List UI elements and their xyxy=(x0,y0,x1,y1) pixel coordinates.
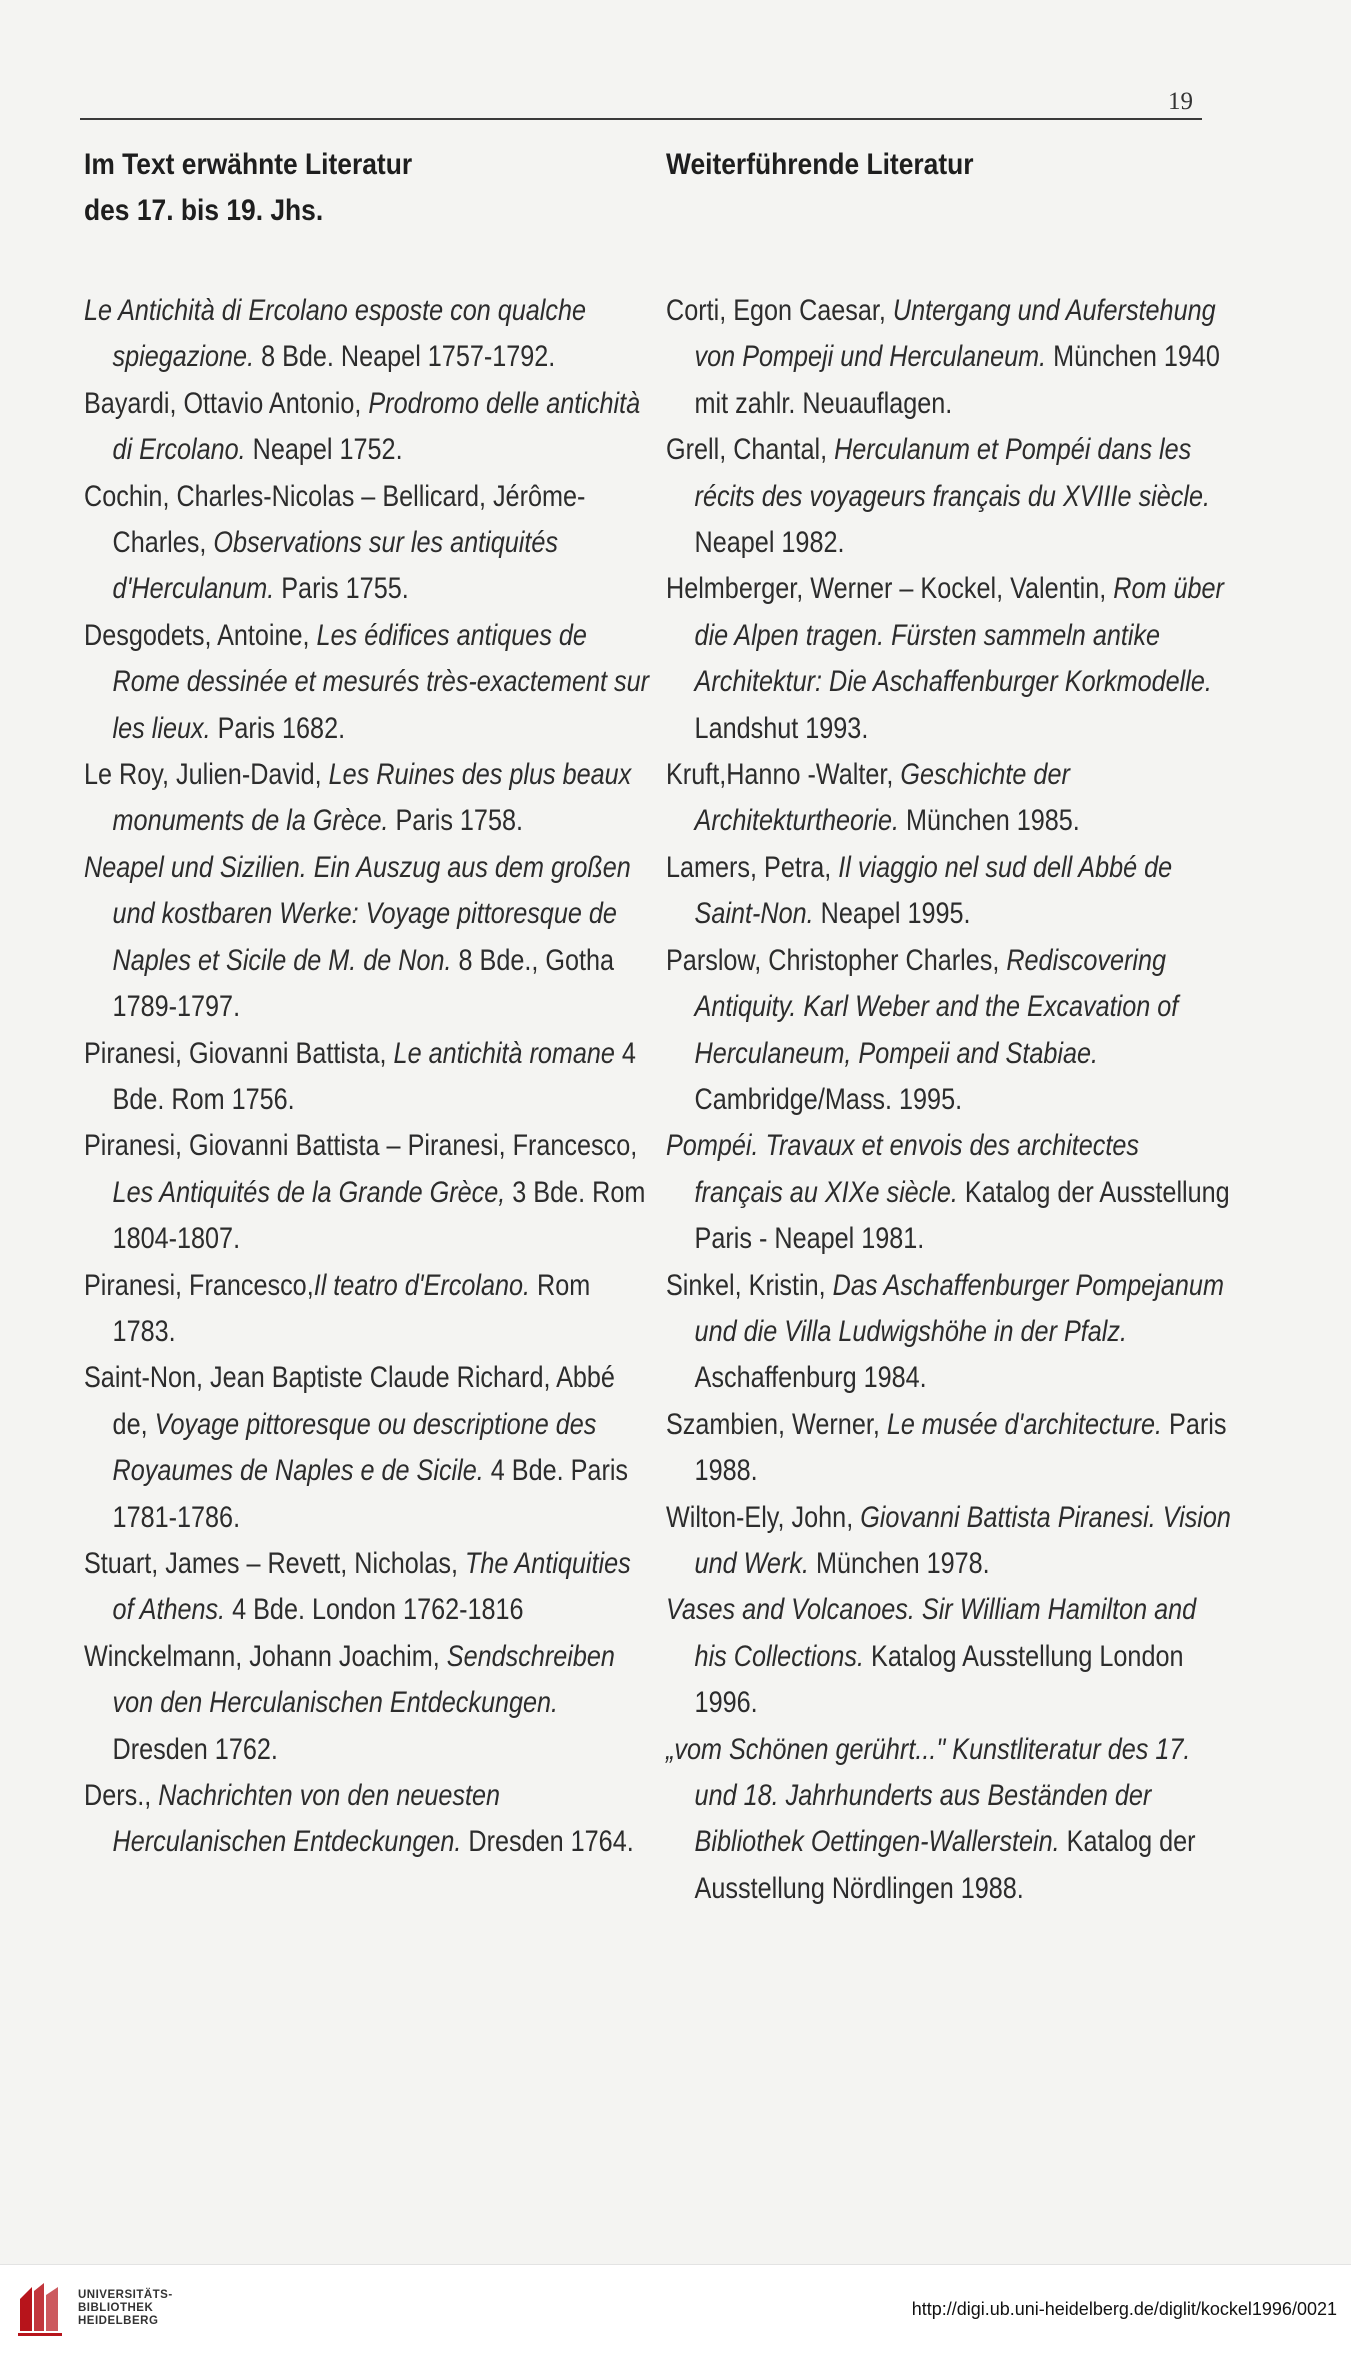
entry-title: Le antichità romane xyxy=(393,1036,615,1070)
bibliography-entry xyxy=(666,1123,1232,1262)
entry-title: Giovanni Battista Piranesi. Vision und Werk. xyxy=(694,1500,1231,1580)
bibliography-entry xyxy=(666,1402,1232,1495)
entry-title: Pompéi. Travaux et envois des architectes français au XIXe siècle. xyxy=(666,1129,1139,1209)
entry-text: 3 Bde. Rom 1804-1807. xyxy=(112,1175,646,1256)
entry-text: Helmberger, Werner – Kockel, Valentin, xyxy=(666,572,1114,606)
bibliography-entry xyxy=(666,427,1232,566)
entry-text: Kruft,Hanno -Walter, xyxy=(666,758,901,792)
entry-title: Le musée d'architecture. xyxy=(886,1407,1163,1441)
entry-text: Cochin, Charles-Nicolas – Bellicard, Jérôme-Charles, xyxy=(84,479,586,560)
entry-text: Wilton-Ely, John, xyxy=(666,1500,861,1534)
entry-text: Parslow, Christopher Charles, xyxy=(666,943,1007,977)
bibliography-entry xyxy=(84,1773,650,1866)
entry-text: Paris 1988. xyxy=(694,1407,1227,1488)
entry-title: Rom über die Alpen tragen. Fürsten sammeln antike Architektur: Die Aschaffenburger Korkmodelle. xyxy=(694,572,1224,699)
entry-title: Il viaggio nel sud dell Abbé de Saint-Non. xyxy=(694,850,1173,931)
entry-title: Prodromo delle antichità di Ercolano. xyxy=(112,386,641,467)
entry-text: Rom 1783. xyxy=(112,1268,591,1348)
bibliography-entry xyxy=(84,1263,650,1356)
entry-text: Paris 1755. xyxy=(274,572,409,606)
bibliography-entry xyxy=(84,381,650,474)
bibliography-entry xyxy=(84,1541,650,1634)
bibliography-entry xyxy=(666,1263,1232,1402)
entry-text: Paris 1758. xyxy=(388,804,523,838)
left-heading-line: des 17. bis 19. Jhs. xyxy=(84,194,324,227)
entry-title: Les édifices antiques de Rome dessinée et mesurés très-exactement sur les lieux. xyxy=(112,618,649,745)
entry-text: Katalog der Ausstellung Paris - Neapel 1981. xyxy=(694,1175,1230,1256)
entry-title: Il teatro d'Ercolano. xyxy=(313,1268,531,1302)
entry-text: München 1985. xyxy=(899,804,1080,838)
library-name-line: BIBLIOTHEK xyxy=(78,2302,154,2314)
entry-text: Winckelmann, Johann Joachim, xyxy=(84,1639,447,1673)
entry-text: Neapel 1752. xyxy=(245,433,403,467)
left-column xyxy=(84,142,649,1866)
left-heading-line: Im Text erwähnte Literatur xyxy=(84,148,413,181)
entry-text: Piranesi, Francesco, xyxy=(84,1268,314,1302)
entry-text: Dresden 1764. xyxy=(461,1825,634,1859)
entry-title: Rediscovering Antiquity. Karl Weber and the Excavation of Herculaneum, Pompeii and Stabiae. xyxy=(694,943,1179,1070)
bibliography-entry xyxy=(666,288,1232,427)
entry-text: Aschaffenburg 1984. xyxy=(694,1361,927,1395)
right-heading-line: Weiterführende Literatur xyxy=(666,148,974,181)
entry-text: Piranesi, Giovanni Battista – Piranesi, Francesco, xyxy=(84,1129,638,1163)
entry-title: Herculanum et Pompéi dans les récits des voyageurs français du XVIIIe siècle. xyxy=(694,433,1211,513)
entry-title: Observations sur les antiquités d'Herculanum. xyxy=(112,526,558,606)
right-heading xyxy=(666,142,1159,188)
library-name xyxy=(78,2289,173,2328)
entry-text: 8 Bde. Neapel 1757-1792. xyxy=(254,340,556,374)
left-bibliography xyxy=(84,288,649,1866)
entry-text: Saint-Non, Jean Baptiste Claude Richard, Abbé de, xyxy=(84,1361,615,1441)
entry-text: Cambridge/Mass. 1995. xyxy=(694,1082,963,1116)
bibliography-entry xyxy=(84,752,650,845)
entry-text: Neapel 1982. xyxy=(694,526,845,560)
entry-text: Grell, Chantal, xyxy=(666,433,835,467)
entry-title: Nachrichten von den neuesten Herculanischen Entdeckungen. xyxy=(112,1779,501,1859)
library-logo-icon xyxy=(14,2277,72,2339)
bibliography-entry xyxy=(666,752,1232,845)
entry-text: Szambien, Werner, xyxy=(666,1407,887,1441)
entry-text: Corti, Egon Caesar, xyxy=(666,294,893,327)
entry-text: Piranesi, Giovanni Battista, xyxy=(84,1036,394,1070)
entry-text: München 1940 mit zahlr. Neuauflagen. xyxy=(694,340,1220,420)
header-rule xyxy=(80,118,1202,120)
bibliography-entry xyxy=(84,613,650,752)
entry-text: Katalog der Ausstellung Nördlingen 1988. xyxy=(694,1825,1196,1905)
entry-text: Paris 1682. xyxy=(210,711,346,745)
bibliography-entry xyxy=(84,845,650,1031)
entry-text: Ders., xyxy=(84,1779,159,1812)
entry-text: 4 Bde. Rom 1756. xyxy=(112,1036,636,1116)
entry-text: Katalog Ausstellung London 1996. xyxy=(694,1639,1184,1720)
entry-title: The Antiquities of Athens. xyxy=(112,1546,631,1627)
entry-title: Geschichte der Architekturtheorie. xyxy=(694,758,1070,838)
left-heading xyxy=(84,142,577,234)
entry-text: Bayardi, Ottavio Antonio, xyxy=(84,386,369,420)
entry-title: Vases and Volcanoes. Sir William Hamilton and his Collections. xyxy=(666,1593,1197,1673)
bibliography-entry xyxy=(666,566,1232,752)
entry-text: 4 Bde. London 1762-1816 xyxy=(225,1593,524,1627)
entry-text: Dresden 1762. xyxy=(112,1732,278,1766)
bibliography-entry xyxy=(84,1355,650,1541)
bibliography-entry xyxy=(84,1634,650,1773)
entry-text: 4 Bde. Paris 1781-1786. xyxy=(112,1454,629,1534)
digitization-footer xyxy=(0,2264,1351,2362)
bibliography-entry xyxy=(84,1031,650,1124)
entry-text: Stuart, James – Revett, Nicholas, xyxy=(84,1546,465,1580)
entry-title: Le Antichità di Ercolano esposte con qualche spiegazione. xyxy=(84,294,587,374)
page-number: 19 xyxy=(1168,88,1193,115)
entry-text: Sinkel, Kristin, xyxy=(666,1268,833,1302)
entry-text: Lamers, Petra, xyxy=(666,850,839,884)
entry-text: Landshut 1993. xyxy=(694,711,869,745)
library-name-line: UNIVERSITÄTS- xyxy=(78,2289,173,2301)
bibliography-entry xyxy=(666,938,1232,1124)
right-column xyxy=(666,142,1231,1912)
entry-title: „vom Schönen gerührt..." Kunstliteratur des 17. und 18. Jahrhunderts aus Beständen der Bibliothek Oettingen-Wallerstein. xyxy=(666,1732,1191,1859)
entry-title: Les Ruines des plus beaux monuments de la Grèce. xyxy=(112,758,632,838)
entry-text: München 1978. xyxy=(808,1546,990,1580)
bibliography-entry xyxy=(666,1587,1232,1726)
entry-text: 8 Bde., Gotha 1789-1797. xyxy=(112,943,615,1024)
entry-text: Neapel 1995. xyxy=(813,897,971,931)
bibliography-entry xyxy=(666,1727,1232,1913)
permalink-url[interactable]: http://digi.ub.uni-heidelberg.de/diglit/kockel1996/0021 xyxy=(911,2299,1337,2319)
right-bibliography xyxy=(666,288,1231,1912)
bibliography-entry xyxy=(84,1123,650,1262)
entry-text: Desgodets, Antoine, xyxy=(84,618,317,652)
bibliography-entry xyxy=(666,845,1232,938)
bibliography-entry xyxy=(666,1495,1232,1588)
entry-title: Das Aschaffenburger Pompejanum und die Villa Ludwigshöhe in der Pfalz. xyxy=(694,1268,1224,1348)
entry-title: Sendschreiben von den Herculanischen Entdeckungen. xyxy=(112,1639,615,1720)
entry-title: Untergang und Auferstehung von Pompeji und Herculaneum. xyxy=(694,294,1216,374)
bibliography-entry xyxy=(84,474,650,613)
entry-text: Le Roy, Julien-David, xyxy=(84,758,329,792)
entry-title: Neapel und Sizilien. Ein Auszug aus dem großen und kostbaren Werke: Voyage pittoresque de Naples et Sicile de M. de Non. xyxy=(84,850,631,977)
entry-title: Voyage pittoresque ou descriptione des Royaumes de Naples e de Sicile. xyxy=(112,1407,597,1488)
entry-title: Les Antiquités de la Grande Grèce, xyxy=(112,1175,506,1209)
bibliography-entry xyxy=(84,288,650,381)
library-name-line: HEIDELBERG xyxy=(78,2315,159,2327)
